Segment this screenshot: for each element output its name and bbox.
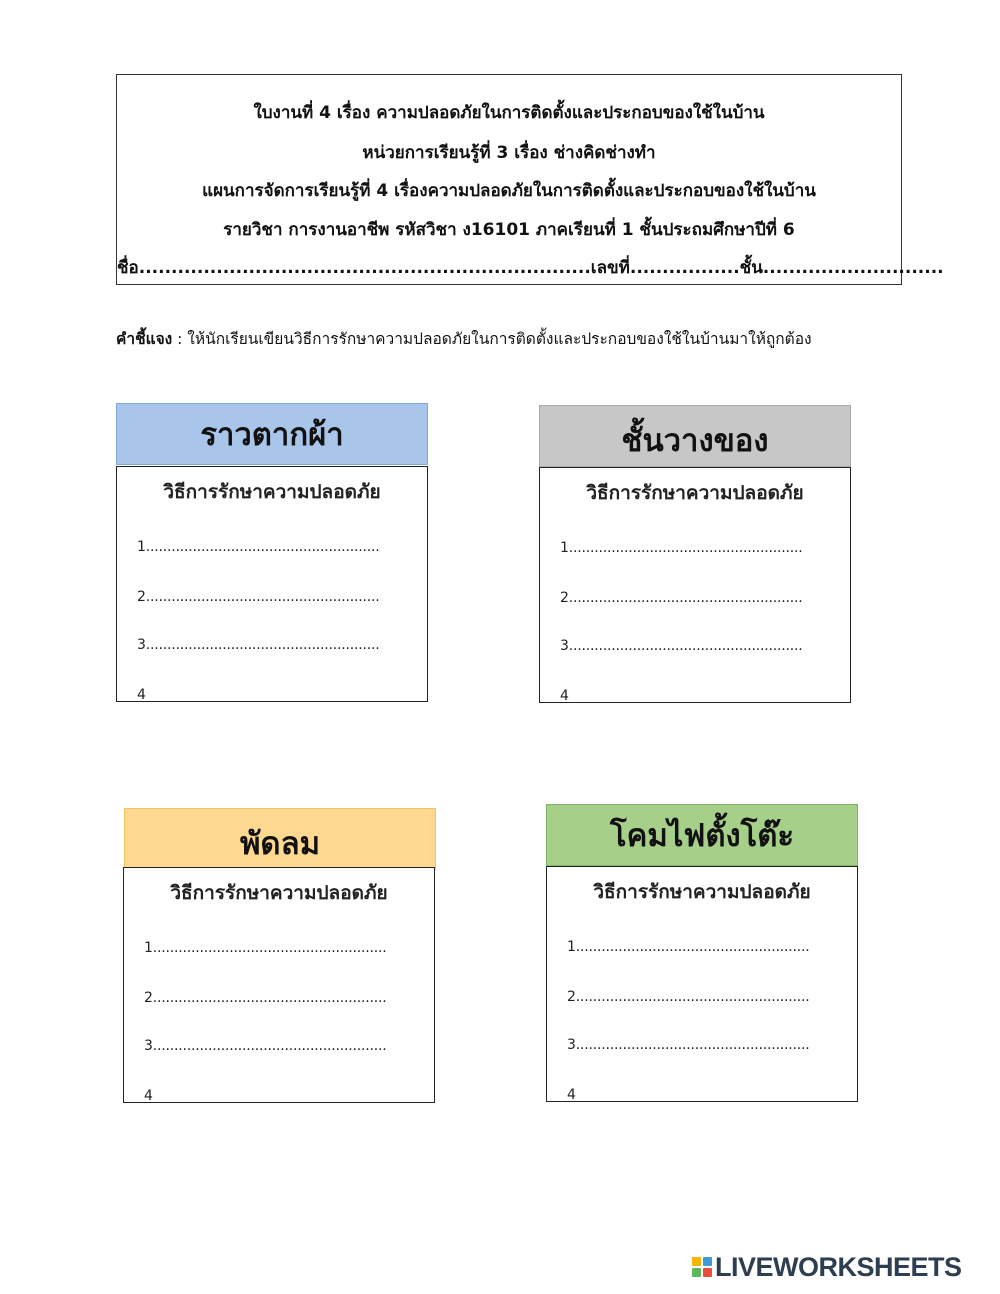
card-subtitle: วิธีการรักษาความปลอดภัย bbox=[593, 881, 811, 903]
answer-line-4[interactable]: 4 bbox=[144, 1088, 153, 1103]
card-title-desk-lamp bbox=[546, 804, 858, 866]
card-title-text: โคมไฟตั้งโต๊ะ bbox=[609, 818, 795, 854]
card-clothesline bbox=[116, 466, 428, 702]
answer-line-2[interactable]: 2....................................................... bbox=[144, 990, 387, 1006]
header-worksheet-title: ใบงานที่ 4 เรื่อง ความปลอดภัยในการติดตั้งและประกอบของใช้ในบ้าน bbox=[253, 103, 765, 123]
brand-text: LIVEWORKSHEETS bbox=[715, 1251, 962, 1282]
card-subtitle: วิธีการรักษาความปลอดภัย bbox=[170, 882, 388, 904]
card-desk-lamp bbox=[546, 866, 858, 1102]
answer-line-3[interactable]: 3....................................................... bbox=[567, 1037, 810, 1053]
card-title-text: ชั้นวางของ bbox=[621, 423, 769, 459]
card-subtitle: วิธีการรักษาความปลอดภัย bbox=[163, 481, 381, 503]
answer-line-3[interactable]: 3....................................................... bbox=[137, 637, 380, 653]
worksheet-header bbox=[116, 74, 944, 285]
answer-line-1[interactable]: 1....................................................... bbox=[144, 940, 387, 956]
answer-line-2[interactable]: 2....................................................... bbox=[560, 590, 803, 606]
answer-line-3[interactable]: 3....................................................... bbox=[560, 638, 803, 654]
answer-line-2[interactable]: 2....................................................... bbox=[567, 989, 810, 1005]
card-title-text: ราวตากผ้า bbox=[200, 417, 344, 453]
answer-line-3[interactable]: 3....................................................... bbox=[144, 1038, 387, 1054]
header-lesson-plan: แผนการจัดการเรียนรู้ที่ 4 เรื่องความปลอดภัยในการติดตั้งและประกอบของใช้ในบ้าน bbox=[202, 181, 816, 201]
instruction bbox=[116, 326, 906, 351]
card-subtitle: วิธีการรักษาความปลอดภัย bbox=[586, 482, 804, 504]
answer-line-1[interactable]: 1....................................................... bbox=[137, 539, 380, 555]
answer-line-4[interactable]: 4 bbox=[137, 687, 146, 702]
card-title-text: พัดลม bbox=[240, 826, 320, 862]
card-title-clothesline bbox=[116, 403, 428, 465]
card-fan bbox=[123, 867, 435, 1103]
card-shelf bbox=[539, 467, 851, 703]
instruction-label: คำชี้แจง bbox=[116, 330, 173, 348]
card-title-fan bbox=[124, 808, 436, 870]
answer-line-1[interactable]: 1....................................................... bbox=[567, 939, 810, 955]
answer-line-4[interactable]: 4 bbox=[560, 688, 569, 703]
answer-line-2[interactable]: 2....................................................... bbox=[137, 589, 380, 605]
instruction-text: : ให้นักเรียนเขียนวิธีการรักษาความปลอดภัยในการติดตั้งและประกอบของใช้ในบ้านมาให้ถูกต้อง bbox=[172, 330, 812, 348]
header-student-info: ชื่อ......................................................................เลขที่.................ชั้น............................ bbox=[117, 258, 944, 278]
answer-line-1[interactable]: 1....................................................... bbox=[560, 540, 803, 556]
header-unit: หน่วยการเรียนรู้ที่ 3 เรื่อง ช่างคิดช่างทำ bbox=[362, 143, 656, 163]
card-title-shelf bbox=[539, 405, 851, 467]
header-course: รายวิชา การงานอาชีพ รหัสวิชา ง16101 ภาคเรียนที่ 1 ชั้นประถมศึกษาปีที่ 6 bbox=[223, 220, 795, 240]
answer-line-4[interactable]: 4 bbox=[567, 1087, 576, 1102]
liveworksheets-logo bbox=[692, 1252, 962, 1282]
logo-blocks-icon bbox=[692, 1257, 712, 1277]
